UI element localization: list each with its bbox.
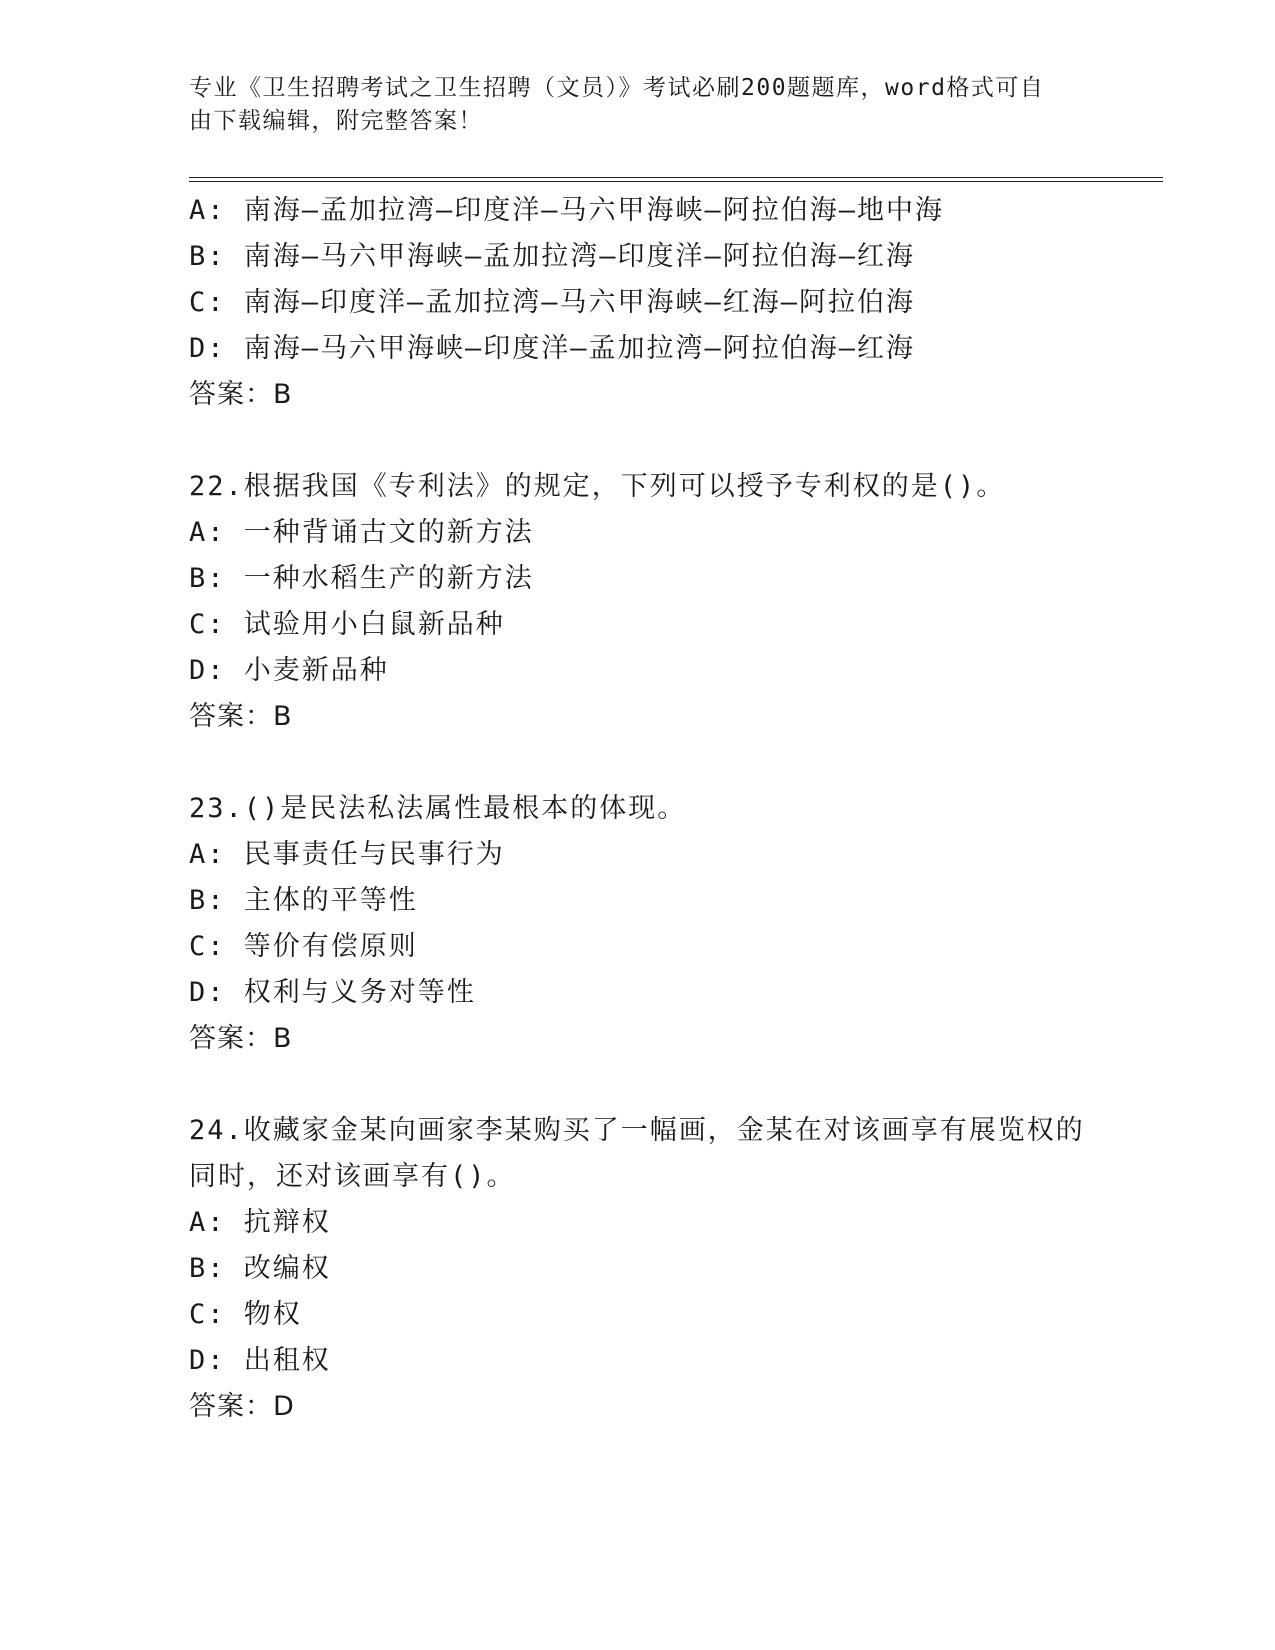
question-list	[189, 188, 1089, 1430]
option-a: A: 南海—孟加拉湾—印度洋—马六甲海峡—阿拉伯海—地中海	[189, 195, 945, 226]
option-b: B: 南海—马六甲海峡—孟加拉湾—印度洋—阿拉伯海—红海	[189, 241, 916, 272]
header-divider-top	[189, 177, 1163, 178]
answer-label: 答案：D	[189, 1391, 295, 1422]
question-text: 22.根据我国《专利法》的规定，下列可以授予专利权的是()。	[189, 471, 1006, 502]
answer-label: 答案：B	[189, 701, 293, 732]
option-b: B: 主体的平等性	[189, 885, 418, 916]
option-d: D: 小麦新品种	[189, 655, 389, 686]
question-23	[189, 786, 1089, 1062]
question-text-line-1: 24.收藏家金某向画家李某购买了一幅画，金某在对该画享有展览权的	[189, 1115, 1085, 1146]
question-text: 23.()是民法私法属性最根本的体现。	[189, 793, 687, 824]
header-title-line-2: 由下载编辑，附完整答案！	[189, 108, 483, 134]
option-a: A: 民事责任与民事行为	[189, 839, 505, 870]
option-c: C: 等价有偿原则	[189, 931, 418, 962]
header-title-line-1: 专业《卫生招聘考试之卫生招聘（文员）》考试必刷200题题库，word格式可自	[189, 75, 1045, 101]
question-21	[189, 188, 1089, 418]
option-b: B: 改编权	[189, 1253, 331, 1284]
header-divider-bottom	[189, 181, 1163, 182]
option-b: B: 一种水稻生产的新方法	[189, 563, 534, 594]
option-c: C: 试验用小白鼠新品种	[189, 609, 505, 640]
option-c: C: 物权	[189, 1299, 302, 1330]
question-text-line-2: 同时，还对该画享有()。	[189, 1161, 516, 1192]
option-a: A: 一种背诵古文的新方法	[189, 517, 534, 548]
answer-label: 答案：B	[189, 1023, 293, 1054]
document-header	[189, 72, 1089, 138]
question-24	[189, 1108, 1089, 1430]
option-d: D: 权利与义务对等性	[189, 977, 476, 1008]
answer-label: 答案：B	[189, 379, 293, 410]
option-a: A: 抗辩权	[189, 1207, 331, 1238]
option-d: D: 南海—马六甲海峡—印度洋—孟加拉湾—阿拉伯海—红海	[189, 333, 916, 364]
option-d: D: 出租权	[189, 1345, 331, 1376]
question-22	[189, 464, 1089, 740]
option-c: C: 南海—印度洋—孟加拉湾—马六甲海峡—红海—阿拉伯海	[189, 287, 916, 318]
